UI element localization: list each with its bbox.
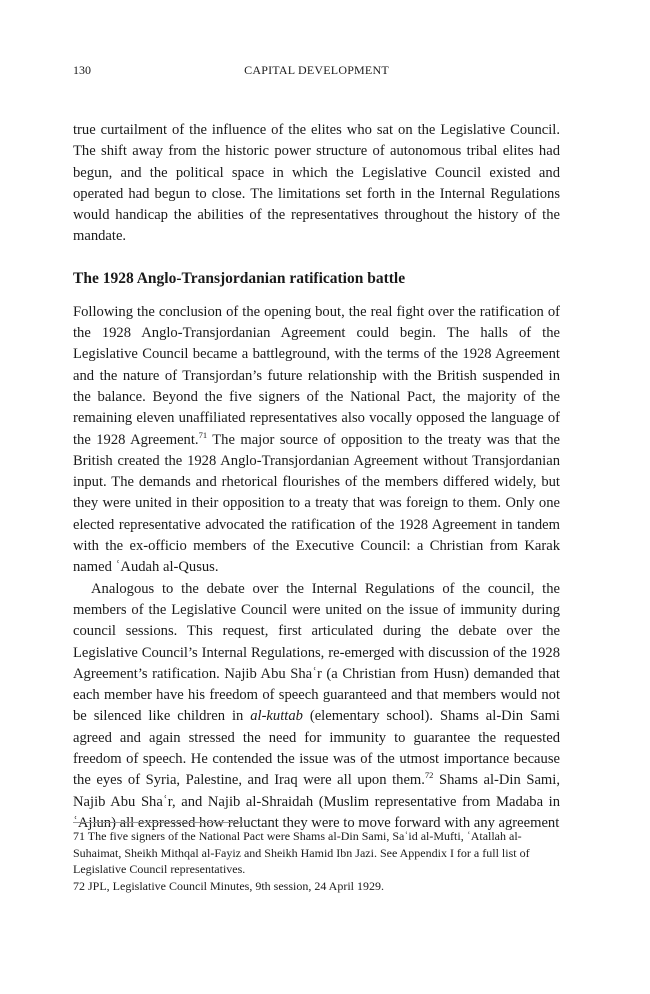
paragraph-immunity [73,579,560,835]
footnote-ref-72[interactable]: 72 [424,770,434,781]
paragraph-text: (elementary school). Shams al-Din Sami agreed and again stressed the need for immunity to guarantee the requested freedom of speech. He contended the issue was of the utmost importance because the eyes of Syria, Palestine, and Iraq were all upon them. [73,708,560,789]
footnote-72: 72 JPL, Legislative Council Minutes, 9th session, 24 April 1929. [73,878,384,893]
paragraph-text: Shams al-Din Sami, Najib Abu Shaʿr, and Najib al-Shraidah (Muslim representative from Madaba in ʿAjlun) all expressed how reluctant they were to move forward with any agreement [73,772,560,831]
footnotes [73,828,560,894]
footnote-71: 71 The five signers of the National Pact were Shams al-Din Sami, Saʿid al-Mufti, ʿAtallah al-Suhaimat, Sheikh Mithqal al-Fayiz and Sheikh Hamid Ibn Jazi. See Appendix I for a full list of Legislative Council representatives. [73,829,530,876]
italic-term: al-kuttab [250,708,303,725]
footnote-ref-71[interactable]: 71 [198,429,208,440]
running-header [73,63,560,81]
section-heading: The 1928 Anglo-Transjordanian ratification battle [73,269,406,287]
paragraph-ratification [73,302,560,579]
footnote-divider [73,822,243,823]
main-text [73,120,560,834]
paragraph-continuation: true curtailment of the influence of the elites who sat on the Legislative Council. The shift away from the historic power structure of autonomous tribal elites had begun, and the political space in which the Legislative Council existed and operated had begun to close. The limitations set forth in the Internal Regulations would handicap the abilities of the representatives throughout the history of the mandate. [73,122,560,245]
paragraph-text: Analogous to the debate over the Internal Regulations of the council, the members of the Legislative Council were united on the issue of immunity during council sessions. This request, first articulated during the debate over the Legislative Council’s Internal Regulations, re-emerged with discussion of the 1928 Agreement’s ratification. Najib Abu Shaʿr (a Christian from Husn) demanded that each member have his freedom of speech guaranteed and that members would not be silenced like children in [73,580,560,725]
paragraph-text: Following the conclusion of the opening bout, the real fight over the ratification of the 1928 Anglo-Transjordanian Agreement could begin. The halls of the Legislative Council became a battleground, with the terms of the 1928 Agreement and the nature of Transjordan’s future relationship with the British suspended in the balance. Beyond the five signers of the National Pact, the majority of the remaining eleven unaffiliated representatives also vocally opposed the language of the 1928 Agreement. [73,303,560,448]
running-title: CAPITAL DEVELOPMENT [244,63,389,77]
page-number: 130 [73,63,91,77]
paragraph-text: The major source of opposition to the treaty was that the British created the 1928 Anglo-Transjordanian Agreement without Transjordanian input. The demands and rhetorical flourishes of the members differed widely, but they were united in their opposition to a treaty that was foreign to them. Only one elected representative advocated the ratification of the 1928 Agreement in tandem with the ex-officio members of the Executive Council: a Christian from Karak named ʿAudah al-Qusus. [73,431,560,576]
